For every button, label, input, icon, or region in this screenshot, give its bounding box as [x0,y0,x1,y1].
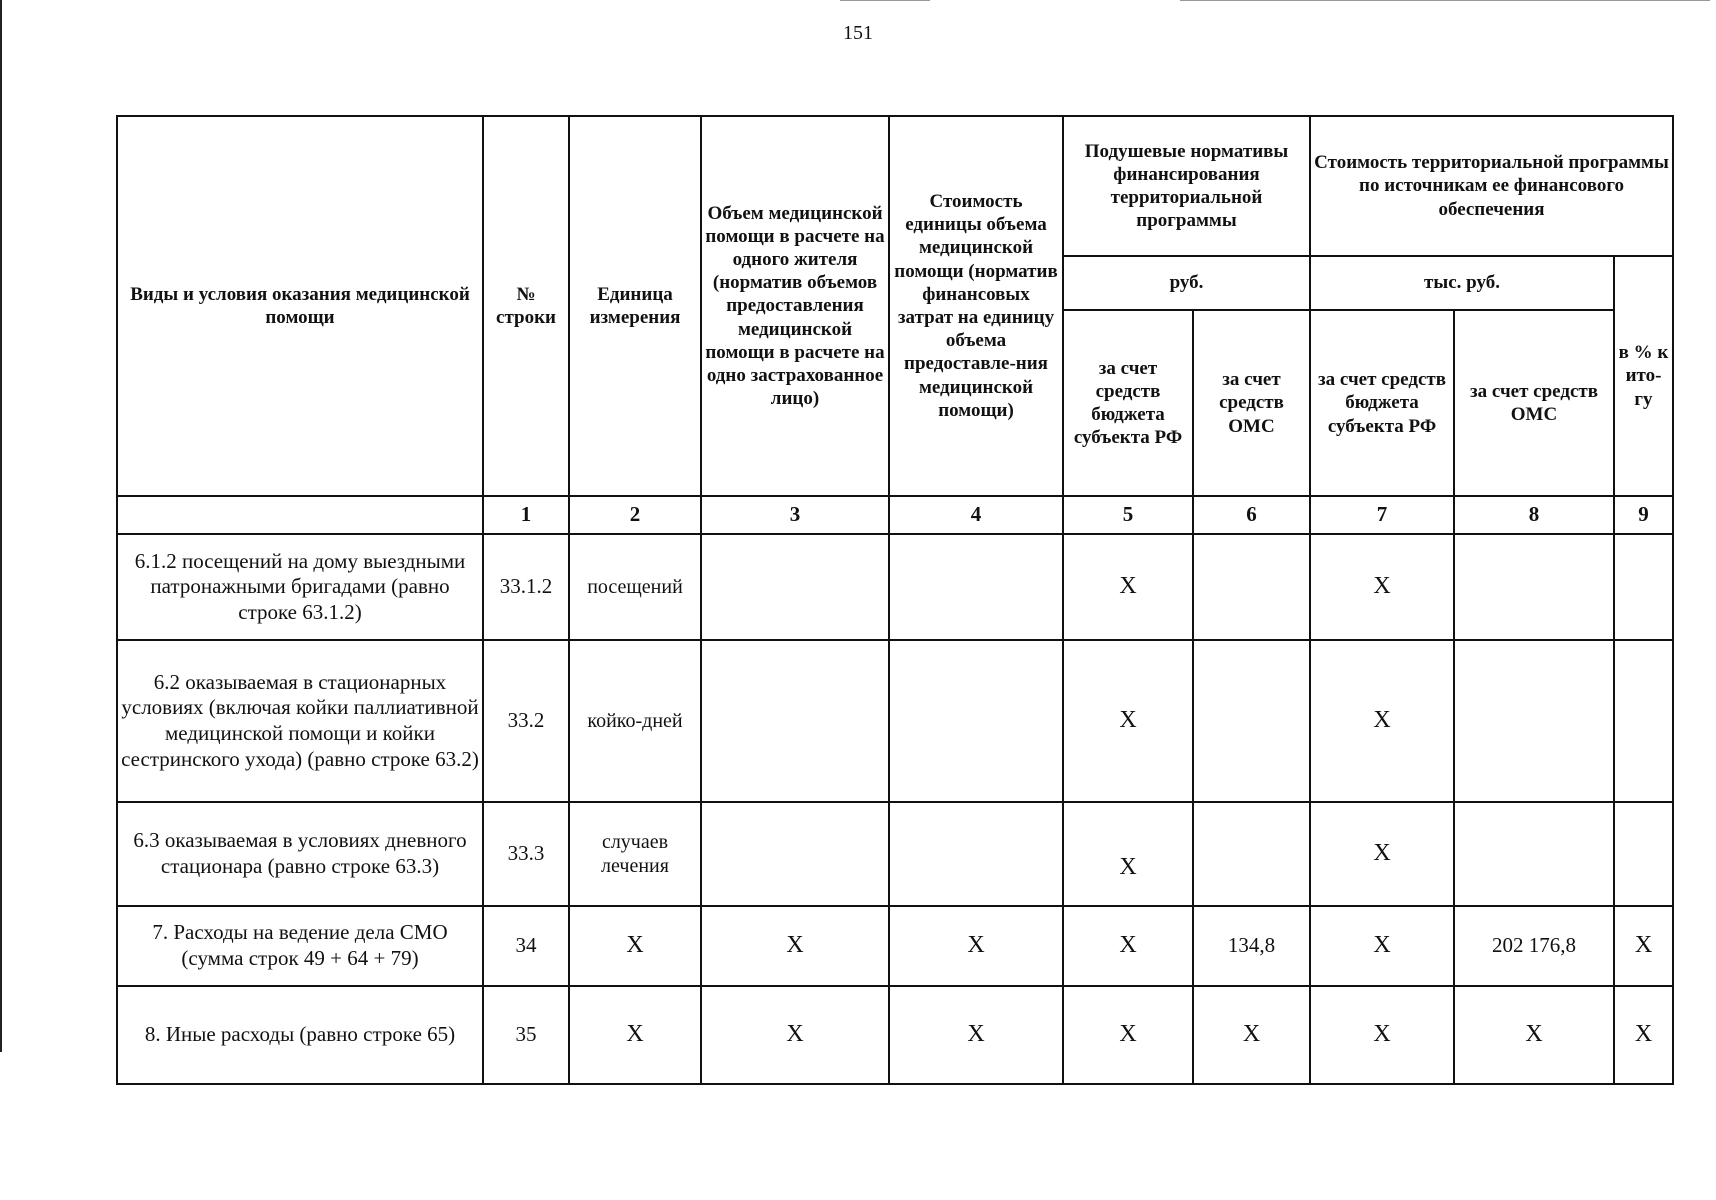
header-kind: Виды и условия оказания медицинской помощи [117,116,483,496]
column-number: 8 [1454,496,1614,534]
column-number: 7 [1310,496,1454,534]
header-cost: Стоимость единицы объема медицинской помощи (норматив финансовых затрат на единицу объема предоставле-ния медицинской помощи) [889,116,1063,496]
row-cost [889,802,1063,906]
row-volume [701,534,889,640]
row-oms-2 [1454,534,1614,640]
table-row [117,534,1673,640]
row-name: 8. Иные расходы (равно строке 65) [117,986,483,1084]
header-row-1 [117,116,1673,256]
header-thous-rub: тыс. руб. [1310,256,1614,310]
scan-rule [1180,0,1710,1]
row-unit: посещений [569,534,701,640]
row-percent: X [1614,906,1673,986]
header-program-cost-group: Стоимость территориальной программы по источникам ее финансового обеспечения [1310,116,1673,256]
row-number: 33.1.2 [483,534,569,640]
row-budget-rf-2: X [1310,640,1454,802]
cost-table [116,115,1674,1085]
row-unit: X [569,906,701,986]
page-edge-line [0,0,2,1052]
table-row [117,986,1673,1084]
row-percent [1614,534,1673,640]
column-number: 3 [701,496,889,534]
row-number: 34 [483,906,569,986]
row-cost: X [889,906,1063,986]
row-oms [1193,534,1310,640]
row-budget-rf-2: X [1310,986,1454,1084]
row-oms: 134,8 [1193,906,1310,986]
row-name: 6.1.2 посещений на дому выездными патронажными бригадами (равно строке 63.1.2) [117,534,483,640]
header-unit: Единица измерения [569,116,701,496]
row-budget-rf: X [1063,986,1193,1084]
row-oms [1193,802,1310,906]
row-unit: койко-дней [569,640,701,802]
row-number: 33.2 [483,640,569,802]
row-cost: X [889,986,1063,1084]
row-budget-rf: X [1063,640,1193,802]
row-oms-2 [1454,802,1614,906]
column-number-blank [117,496,483,534]
table-row [117,906,1673,986]
page-number: 151 [843,22,873,44]
table-row [117,802,1673,906]
column-number: 1 [483,496,569,534]
header-per-capita-group: Подушевые нормативы финансирования территориальной программы [1063,116,1310,256]
row-budget-rf: X [1063,802,1193,906]
header-budget-rf: за счет средств бюджета субъекта РФ [1063,310,1193,496]
row-unit: X [569,986,701,1084]
row-unit: случаев лечения [569,802,701,906]
row-oms-2: X [1454,986,1614,1084]
header-percent: в % к ито-гу [1614,256,1673,496]
header-volume: Объем медицинской помощи в расчете на одного жителя (норматив объемов предоставления медицинской помощи в расчете на одно застрахованное лицо) [701,116,889,496]
row-budget-rf-2: X [1310,534,1454,640]
column-number: 4 [889,496,1063,534]
row-percent [1614,802,1673,906]
header-oms: за счет средств ОМС [1193,310,1310,496]
scan-rule [840,0,930,1]
row-number: 35 [483,986,569,1084]
row-budget-rf-2: X [1310,906,1454,986]
row-cost [889,534,1063,640]
row-oms-2: 202 176,8 [1454,906,1614,986]
row-volume: X [701,986,889,1084]
row-number: 33.3 [483,802,569,906]
row-budget-rf: X [1063,906,1193,986]
row-name: 6.3 оказываемая в условиях дневного стационара (равно строке 63.3) [117,802,483,906]
column-number: 6 [1193,496,1310,534]
row-budget-rf-2: X [1310,802,1454,906]
column-number: 2 [569,496,701,534]
row-percent [1614,640,1673,802]
row-budget-rf: X [1063,534,1193,640]
column-number: 5 [1063,496,1193,534]
header-oms-2: за счет средств ОМС [1454,310,1614,496]
column-number-row [117,496,1673,534]
row-volume [701,802,889,906]
header-rub: руб. [1063,256,1310,310]
row-percent: X [1614,986,1673,1084]
row-oms: X [1193,986,1310,1084]
header-row-no: № строки [483,116,569,496]
row-volume: X [701,906,889,986]
column-number: 9 [1614,496,1673,534]
row-volume [701,640,889,802]
row-name: 7. Расходы на ведение дела СМО (сумма строк 49 + 64 + 79) [117,906,483,986]
row-oms-2 [1454,640,1614,802]
row-cost [889,640,1063,802]
header-budget-rf-2: за счет средств бюджета субъекта РФ [1310,310,1454,496]
row-oms [1193,640,1310,802]
row-name: 6.2 оказываемая в стационарных условиях (включая койки паллиативной медицинской помощи и койки сестринского ухода) (равно строке 63.2) [117,640,483,802]
table-row [117,640,1673,802]
